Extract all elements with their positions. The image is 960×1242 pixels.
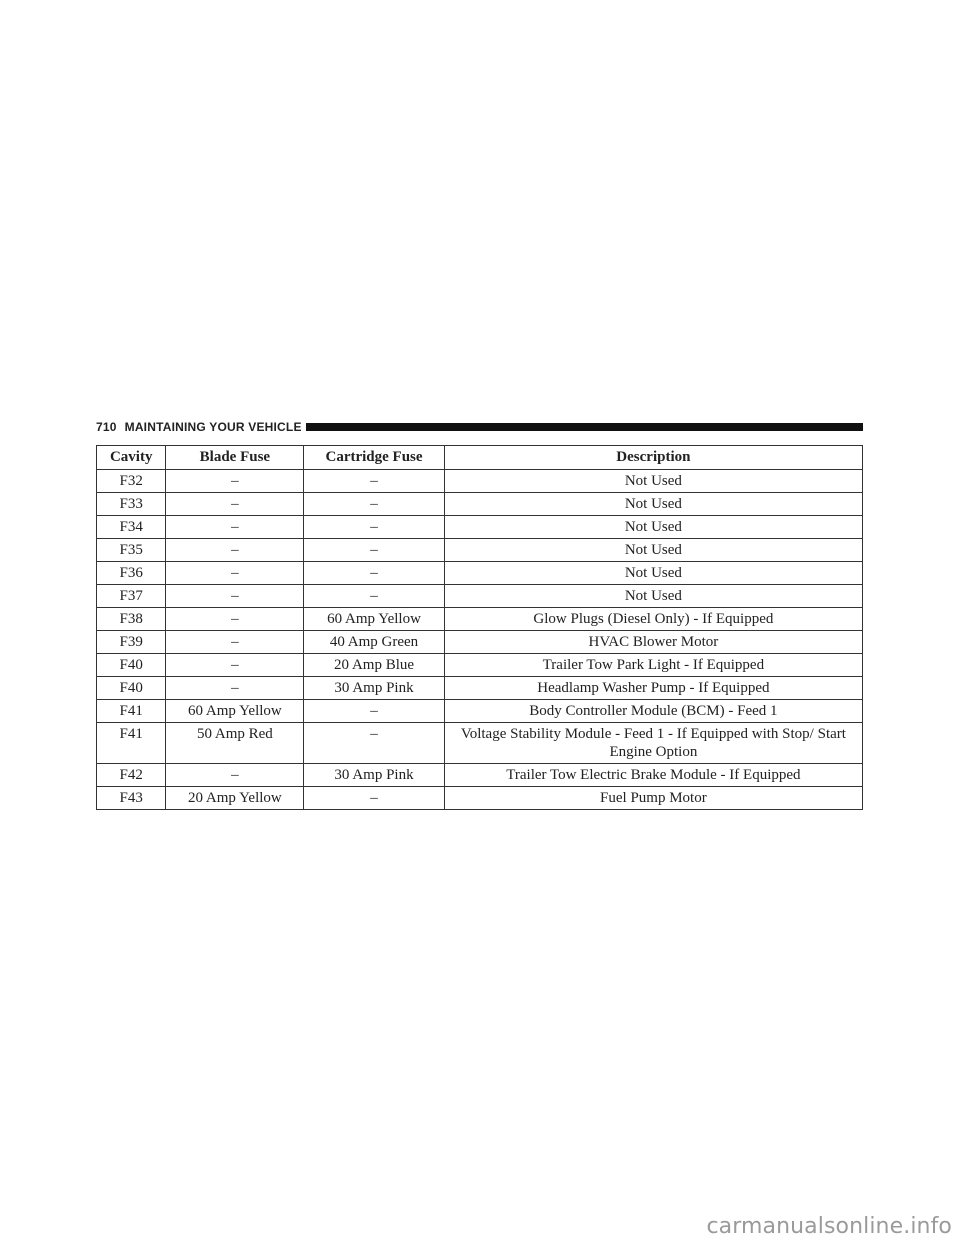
table-header-row [97,446,863,470]
table-row [97,787,863,810]
page-header [96,419,863,435]
cavity-cell: F34 [97,516,166,539]
cavity-cell: F36 [97,562,166,585]
cartridge-fuse-cell: 30 Amp Pink [304,677,445,700]
description-cell: Fuel Pump Motor [444,787,862,810]
cartridge-fuse-cell: – [304,787,445,810]
description-cell: Trailer Tow Park Light - If Equipped [444,654,862,677]
description-cell: Glow Plugs (Diesel Only) - If Equipped [444,608,862,631]
table-body [97,470,863,810]
table-row [97,562,863,585]
table-row [97,654,863,677]
blade-fuse-cell: – [166,470,304,493]
blade-fuse-cell: – [166,516,304,539]
section-title: MAINTAINING YOUR VEHICLE [124,420,302,434]
table-row [97,677,863,700]
description-cell: Not Used [444,516,862,539]
cavity-cell: F41 [97,723,166,764]
table-row [97,470,863,493]
cartridge-fuse-cell: – [304,539,445,562]
description-cell: Voltage Stability Module - Feed 1 - If Equipped with Stop/ Start Engine Option [444,723,862,764]
header-rule [306,423,863,431]
cartridge-fuse-cell: – [304,723,445,764]
cavity-cell: F38 [97,608,166,631]
watermark: carmanualsonline.info [706,1214,952,1239]
blade-fuse-cell: – [166,677,304,700]
description-cell: Headlamp Washer Pump - If Equipped [444,677,862,700]
cartridge-fuse-cell: – [304,516,445,539]
blade-fuse-cell: – [166,654,304,677]
description-cell: Trailer Tow Electric Brake Module - If Equipped [444,764,862,787]
blade-fuse-cell: – [166,585,304,608]
cavity-cell: F40 [97,677,166,700]
blade-fuse-cell: 60 Amp Yellow [166,700,304,723]
table-row [97,493,863,516]
blade-fuse-cell: – [166,608,304,631]
cavity-cell: F40 [97,654,166,677]
cartridge-fuse-cell: 30 Amp Pink [304,764,445,787]
table-row [97,723,863,764]
blade-fuse-cell: – [166,562,304,585]
cavity-cell: F37 [97,585,166,608]
description-cell: Not Used [444,470,862,493]
fuse-table [96,445,863,810]
cartridge-fuse-cell: – [304,493,445,516]
table-row [97,516,863,539]
blade-fuse-cell: 50 Amp Red [166,723,304,764]
cartridge-fuse-cell: 40 Amp Green [304,631,445,654]
page-number: 710 [96,420,117,434]
column-header-cavity: Cavity [97,446,166,470]
blade-fuse-cell: 20 Amp Yellow [166,787,304,810]
table-row [97,700,863,723]
cartridge-fuse-cell: – [304,562,445,585]
cartridge-fuse-cell: 20 Amp Blue [304,654,445,677]
description-cell: Not Used [444,562,862,585]
cavity-cell: F42 [97,764,166,787]
table-row [97,608,863,631]
table-row [97,585,863,608]
cartridge-fuse-cell: 60 Amp Yellow [304,608,445,631]
column-header-blade-fuse: Blade Fuse [166,446,304,470]
cavity-cell: F32 [97,470,166,493]
cartridge-fuse-cell: – [304,585,445,608]
blade-fuse-cell: – [166,539,304,562]
cavity-cell: F41 [97,700,166,723]
cavity-cell: F39 [97,631,166,654]
description-cell: Not Used [444,493,862,516]
description-cell: Not Used [444,585,862,608]
column-header-description: Description [444,446,862,470]
description-cell: Body Controller Module (BCM) - Feed 1 [444,700,862,723]
description-cell: HVAC Blower Motor [444,631,862,654]
blade-fuse-cell: – [166,631,304,654]
blade-fuse-cell: – [166,764,304,787]
table-row [97,539,863,562]
blade-fuse-cell: – [166,493,304,516]
cavity-cell: F43 [97,787,166,810]
cavity-cell: F35 [97,539,166,562]
column-header-cartridge-fuse: Cartridge Fuse [304,446,445,470]
table-row [97,631,863,654]
cartridge-fuse-cell: – [304,470,445,493]
cavity-cell: F33 [97,493,166,516]
table-row [97,764,863,787]
description-cell: Not Used [444,539,862,562]
cartridge-fuse-cell: – [304,700,445,723]
